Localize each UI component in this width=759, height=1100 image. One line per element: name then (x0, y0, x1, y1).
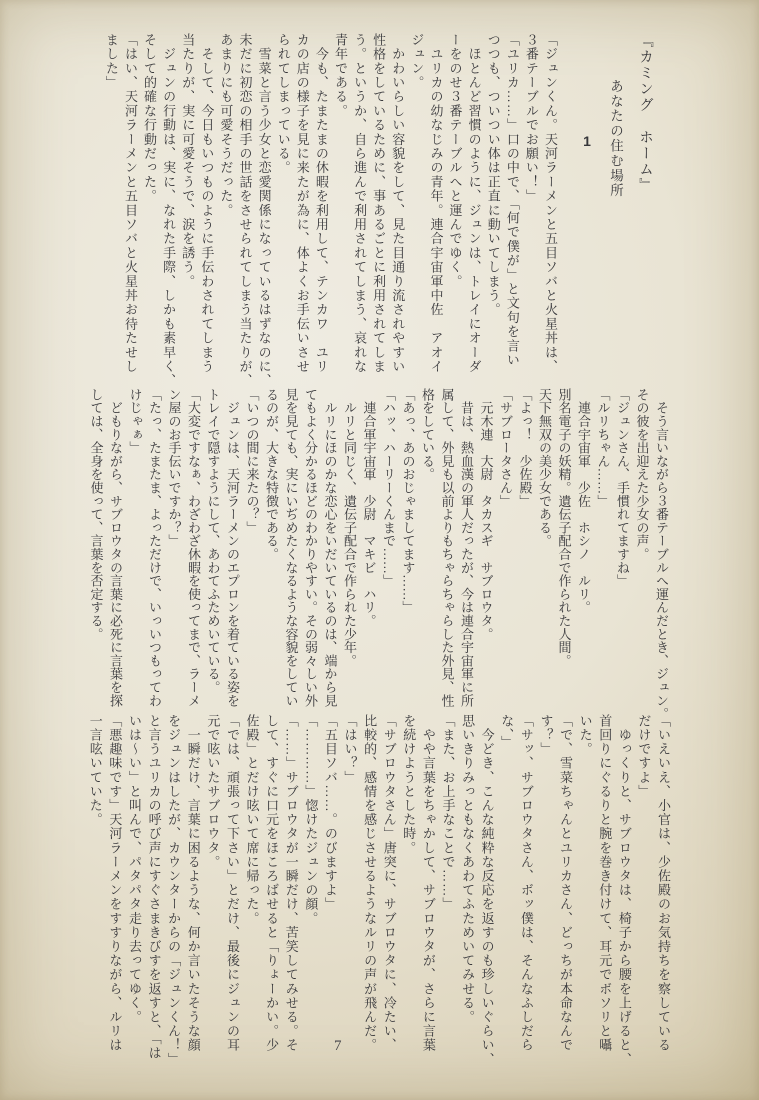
text-line: 「はい？」 (342, 714, 358, 785)
text-line: 「では、頑張って下さい」とだけ、最後にジュンの耳 (224, 714, 240, 1053)
text-line: 「ジュンさん、手慣れてますね」 (615, 388, 630, 588)
text-line: 「ハッ、ハーリーくんまで……」 (381, 388, 396, 588)
book-subtitle: あなたの住む場所 (608, 79, 623, 199)
text-line: 性格をしているために、事あるごとに利用されてしま (371, 33, 387, 374)
text-line: やや言葉をちゃかして、サブロウタが、さらに言葉 (420, 714, 436, 1053)
text-line: 別名電子の妖精。遺伝子配合で作られた人間。 (556, 388, 572, 668)
text-line: カの店の様子を見に来たが為に、体よくお手伝いさせ (294, 33, 310, 374)
text-line: 今も、たまたまの休暇を利用して、テンカワ ユリ (313, 33, 329, 374)
text-line: てもよく分かるほどのわかりやすい。その弱々しい外 (303, 388, 318, 708)
text-line: 元木連 大尉 タカスギ サブロウタ。 (478, 388, 494, 641)
text-line: いた。 (577, 714, 593, 757)
text-line: ほとんど習慣のように、ジュンは、トレイにオーダ (466, 33, 482, 374)
text-line: と言うユリカの呼び声にすぐさまきびすを返すと、「は (146, 714, 162, 1060)
text-line: いは〜い」と叫んで、パタパタ走り去ってゆく。 (126, 714, 142, 1025)
text-line: な、」 (499, 714, 515, 750)
text-line: 元で呟いたサブロウタ。 (205, 714, 221, 870)
text-line: ジュンの行動は、実に、なれた手際、しかも素早く、 (161, 33, 177, 388)
text-line: 「また、お上手なことで……」 (440, 714, 456, 912)
page-number: 7 (334, 1038, 342, 1054)
text-line: 天下無双の美少女である。 (537, 388, 552, 548)
text-line: をジュンはしたが、カウンターからの「ジュンくん！」 (166, 714, 182, 1067)
text-line: ユリカの幼なじみの青年。連合宇宙軍中佐 アオイ (428, 33, 444, 374)
text-line: 「はい、天河ラーメンと五目ソバと火星丼お待たせし (122, 33, 138, 374)
text-line: して、すぐに口元をほころばせると「りょーかい。少 (264, 714, 280, 1053)
text-line: ルリと同じく、遺伝子配合で作られた少年。 (342, 388, 357, 668)
text-line: 「五目ソバ……。のびますよ」 (322, 714, 338, 912)
chapter-number: 1 (583, 134, 591, 148)
text-line: 一言呟いていた。 (87, 714, 103, 827)
text-line: 首回りにぐるりと腕を巻き付けて、耳元でボソリと囁 (597, 714, 613, 1053)
text-line: 「…………」惚けたジュンの顔。 (303, 714, 319, 926)
text-line: 「ルリちゃん……」 (595, 388, 611, 508)
text-line: 昔は、熱血漢の軍人だったが、今は連合宇宙軍に所 (459, 388, 474, 708)
text-line: ３番テーブルでお願い！」 (523, 33, 539, 204)
title-block (572, 33, 659, 363)
text-line: 未だに初恋の相手の世話をさせられてしまう当たりが、 (237, 33, 253, 388)
text-line: そして、今日もいつものように手伝わされてしまう (199, 33, 215, 374)
text-line: す？」 (538, 714, 554, 757)
text-line: 属して、外見も以前よりもちゃらちゃらした外見、性 (439, 388, 455, 708)
text-line: 「悪趣味です」天河ラーメンをすすりながら、ルリは (107, 714, 123, 1053)
text-line: 「サブロウタさん」唐突に、サブロウタに、冷たい、 (381, 714, 397, 1053)
text-line: 格をしている。 (420, 388, 435, 482)
text-line: 「で、雪菜ちゃんとユリカさん、どっちが本命なんで (558, 714, 574, 1053)
text-line: 「……」サブロウタが一瞬だけ、苦笑してみせる。そ (283, 714, 299, 1053)
text-line: あまりにも可愛そうだった。 (218, 33, 234, 218)
text-line: トレイで隠すようにして、あわてふためいている。 (205, 388, 221, 694)
text-line: 見を見ても、実にいぢめたくなるような容貌をしてい (283, 388, 299, 708)
text-line: 比較的、感情を感じさせるようなルリの声が飛んだ。 (362, 714, 378, 1053)
text-line: 「いえいえ、小官は、少佐殿のお気持ちを察している (656, 714, 671, 1053)
text-line: ルリにほのかな恋心をいだいているのは、端から見 (322, 388, 338, 708)
text-line: その彼を出迎えた少女の声。 (634, 388, 650, 561)
text-block-top (102, 33, 560, 388)
text-line: しては、全身を使って、言葉を否定する。 (88, 388, 104, 641)
text-line: られてしまっている。 (275, 33, 291, 175)
text-line: 「ジュンくん。天河ラーメンと五目ソバと火星丼は、 (543, 33, 558, 374)
text-line: 「大変ですなぁ、わざわざ休暇を使ってまで、ラーメ (186, 388, 201, 708)
text-line: ーをのせ３番テーブルへと運んでゆく。 (447, 33, 463, 289)
text-line: 連合軍宇宙軍 少尉 マキビ ハリ。 (361, 388, 377, 628)
text-line: 「たっ、たまたま、よっただけで、いっいつもってわ (147, 388, 162, 708)
text-block-bottom (85, 714, 673, 1067)
text-line: 青年である。 (332, 33, 348, 119)
text-line: 雪菜と言う少女と恋愛関係になっているはずなのに、 (256, 33, 272, 388)
text-block-middle (86, 388, 671, 721)
text-line: ゆっくりと、サブロウタは、椅子から腰を上げると、 (616, 714, 632, 1067)
text-line: 「ユリカ……」口の中で、「何で僕が」と文句を言い (504, 33, 520, 368)
text-line: 今どき、こんな純粋な反応を返すのも珍しいぐらい、 (479, 714, 495, 1067)
text-line: だけですよ」 (636, 714, 652, 799)
text-line: かわいらしい容貌をして、見た目通り流されやすい (390, 33, 406, 374)
text-line: そして的確な行動だった。 (142, 33, 158, 204)
book-title: 『カミング ホーム』 (637, 33, 653, 194)
text-line: 「あっ、あのおじゃましてます……」 (400, 388, 416, 615)
text-line: るのが、大きな特徴である。 (264, 388, 279, 561)
text-line: つつも、ついつい体は正直に動いてしまう。 (485, 33, 501, 317)
text-line: 「よっ！ 少佐殿」 (517, 388, 533, 508)
text-line: そう言いながら３番テーブルへ運んだとき、ジュン。 (654, 388, 669, 721)
text-line: ました」 (103, 33, 119, 90)
text-line: ジュン。 (409, 33, 425, 90)
text-line: 「サッ、サブロウタさん、ボッ僕は、そんなふしだら (518, 714, 534, 1053)
text-line: 思いきりみっともなくあわてふためいてみせる。 (460, 714, 476, 1025)
text-line: ジュンは、天河ラーメンのエプロンを着ている姿を (225, 388, 240, 708)
text-line: を続けようとした時。 (401, 714, 417, 855)
text-line: 当たりが、実に可愛そうで、涙を誘う。 (180, 33, 196, 289)
text-line: けじゃぁ」 (127, 388, 143, 455)
text-line: う。というか、自ら進んで利用されてしまう、哀れな (352, 33, 368, 374)
text-line: 佐殿」とだけ呟いて席に帰った。 (244, 714, 260, 926)
text-line: 一瞬だけ、言葉に困るような、何か言いたそうな顔 (185, 714, 201, 1053)
text-line: 「いつの間に来たの？」 (244, 388, 260, 535)
text-line: 「サブロータさん」 (498, 388, 513, 508)
text-line: どもりながら、サブロウタの言葉に必死に言葉を探 (108, 388, 123, 708)
text-line: 連合宇宙軍 少佐 ホシノ ルリ。 (576, 388, 591, 615)
text-line: ン屋のお手伝いですか？」 (166, 388, 182, 548)
